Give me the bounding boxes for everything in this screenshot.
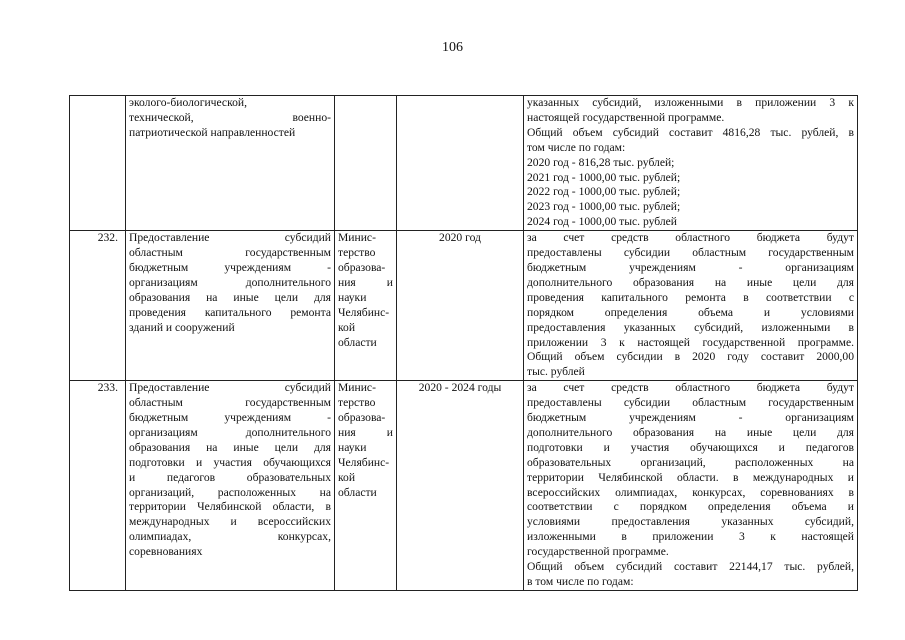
description-line: зданий и сооружений: [129, 320, 235, 334]
result-line: за счет средств областного бюджета будут: [527, 381, 854, 395]
description-line: международных и всероссийских: [129, 515, 331, 529]
executor-line: Челябинс-: [338, 455, 390, 469]
result-line: предоставления указанных субсидий, изложенными в: [527, 320, 854, 334]
executor-line: науки: [338, 290, 367, 304]
result-line: в том числе по годам:: [527, 575, 634, 588]
executor-line: ния и: [338, 275, 393, 289]
description-line: образования на иные цели для: [129, 290, 331, 304]
activity-description: [126, 381, 335, 591]
executor-line: области: [338, 485, 377, 499]
executor-line: Минис-: [338, 231, 376, 245]
table-row: [70, 96, 858, 231]
row-number: 232.: [70, 231, 126, 381]
result-line: Общий объем субсидии в 2020 году составит 2000,00: [527, 350, 854, 364]
description-line: олимпиадах, конкурсах,: [129, 530, 331, 544]
executor-line: кой: [338, 320, 356, 334]
description-line: Предоставление субсидий: [129, 231, 331, 245]
row-number: 233.: [70, 381, 126, 591]
executor-line: кой: [338, 470, 356, 484]
executor-line: терство: [338, 396, 376, 410]
result-line: предоставлены субсидии областным государственным: [527, 396, 854, 410]
description-line: эколого-биологической,: [129, 96, 248, 109]
result-line: Общий объем субсидий составит 4816,28 тыс. рублей, в: [527, 125, 854, 139]
responsible-executor: [335, 96, 397, 231]
description-line: областным государственным: [129, 396, 331, 410]
description-line: подготовки и участия обучающихся: [129, 455, 331, 469]
executor-line: области: [338, 335, 377, 349]
result-line: 2022 год - 1000,00 тыс. рублей;: [527, 185, 681, 199]
table-row: [70, 231, 858, 381]
executor-line: ния и: [338, 425, 393, 439]
result-line: дополнительного образования на иные цели для: [527, 275, 854, 289]
result-line: 2024 год - 1000,00 тыс. рублей: [527, 215, 677, 229]
result-line: проведения капитального ремонта в соответствии с: [527, 290, 854, 304]
program-activities-table: [69, 95, 858, 591]
executor-line: Минис-: [338, 381, 376, 395]
result-line: настоящей государственной программе.: [527, 110, 725, 124]
result-line: территории Челябинской области. в международных и: [527, 470, 854, 484]
result-line: бюджетным учреждениям - организациям: [527, 260, 854, 274]
result-line: за счет средств областного бюджета будут: [527, 231, 854, 245]
result-line: порядком определения объема и условиями: [527, 305, 854, 319]
executor-line: образова-: [338, 260, 386, 274]
table-row: [70, 381, 858, 591]
description-line: бюджетным учреждениям -: [129, 411, 331, 425]
activity-description: [126, 231, 335, 381]
description-line: Предоставление субсидий: [129, 381, 331, 395]
description-line: технической, военно-: [129, 110, 331, 124]
result-line: соответствии с порядком определения объема и: [527, 500, 854, 514]
result-line: Общий объем субсидий составит 22144,17 тыс. рублей,: [527, 560, 854, 574]
result-line: тыс. рублей: [527, 365, 585, 379]
description-line: организаций, расположенных на: [129, 485, 331, 499]
description-line: территории Челябинской области, в: [129, 500, 331, 514]
activity-description: [126, 96, 335, 231]
result-line: бюджетным учреждениям - организациям: [527, 411, 854, 425]
executor-line: терство: [338, 246, 376, 260]
expected-result: [524, 381, 858, 591]
description-line: и педагогов образовательных: [129, 470, 331, 484]
executor-line: Челябинс-: [338, 305, 390, 319]
responsible-executor: [335, 381, 397, 591]
executor-line: науки: [338, 440, 367, 454]
result-line: дополнительного образования на иные цели для: [527, 425, 854, 439]
description-line: областным государственным: [129, 246, 331, 260]
result-line: 2021 год - 1000,00 тыс. рублей;: [527, 170, 681, 184]
description-line: патриотической направленностей: [129, 125, 296, 139]
description-line: проведения капитального ремонта: [129, 305, 331, 319]
description-line: соревнованиях: [129, 545, 203, 559]
description-line: организациям дополнительного: [129, 425, 331, 439]
result-line: приложении 3 к настоящей государственной программе.: [527, 335, 854, 349]
description-line: организациям дополнительного: [129, 275, 331, 289]
implementation-period: 2020 - 2024 годы: [397, 381, 524, 591]
row-number: [70, 96, 126, 231]
description-line: бюджетным учреждениям -: [129, 260, 331, 274]
result-line: том числе по годам:: [527, 140, 626, 154]
page-number: 106: [442, 40, 463, 55]
result-line: указанных субсидий, изложенными в приложении 3 к: [527, 96, 854, 109]
description-line: образования на иные цели для: [129, 440, 331, 454]
result-line: 2023 год - 1000,00 тыс. рублей;: [527, 200, 681, 214]
result-line: условиями предоставления указанных субсидий,: [527, 515, 854, 529]
executor-line: образова-: [338, 411, 386, 425]
expected-result: [524, 231, 858, 381]
result-line: предоставлены субсидии областным государственным: [527, 246, 854, 260]
result-line: подготовки и участия обучающихся и педагогов: [527, 440, 854, 454]
result-line: образовательных организаций, расположенных на: [527, 455, 854, 469]
result-line: всероссийских олимпиадах, конкурсах, соревнованиях в: [527, 485, 854, 499]
responsible-executor: [335, 231, 397, 381]
expected-result: [524, 96, 858, 231]
implementation-period: [397, 96, 524, 231]
result-line: государственной программе.: [527, 545, 669, 559]
result-line: 2020 год - 816,28 тыс. рублей;: [527, 155, 675, 169]
implementation-period: 2020 год: [397, 231, 524, 381]
result-line: изложенными в приложении 3 к настоящей: [527, 530, 854, 544]
